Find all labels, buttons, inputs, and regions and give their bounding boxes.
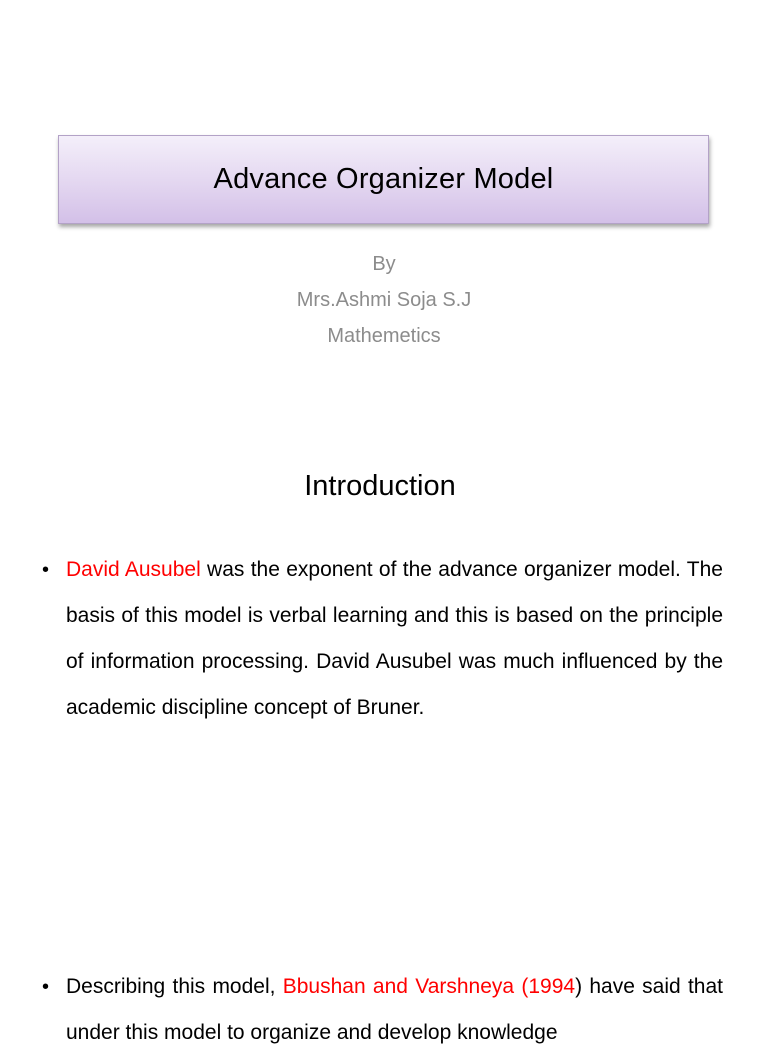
subtitle-by: By [372,253,396,275]
bullet-icon: • [42,559,50,581]
bullet-paragraph-2 [42,964,723,1056]
slide-title: Advance Organizer Model [213,163,554,195]
bullet-paragraph-1 [42,547,723,731]
bullet-2-body: ) have said that under this model to organize and develop knowledge [66,975,723,1044]
bullet-icon: • [42,976,50,998]
bullet-2-lead: Describing this model, [66,975,283,998]
bullet-1-body: was the exponent of the advance organizer model. The basis of this model is verbal learning and this is based on the principle of information processing. David Ausubel was much influenced by the academic discipline concept of Bruner. [66,558,723,719]
bullet-1-text [66,547,723,731]
title-box [58,135,709,224]
author-name: Mrs.Ashmi Soja S.J [296,289,472,311]
bullet-1-highlight: David Ausubel [66,558,201,581]
section-title: Introduction [304,470,456,502]
subject-name: Mathemetics [327,325,441,347]
bullet-2-highlight: Bbushan and Varshneya (1994 [282,975,576,998]
bullet-2-text [66,964,723,1056]
